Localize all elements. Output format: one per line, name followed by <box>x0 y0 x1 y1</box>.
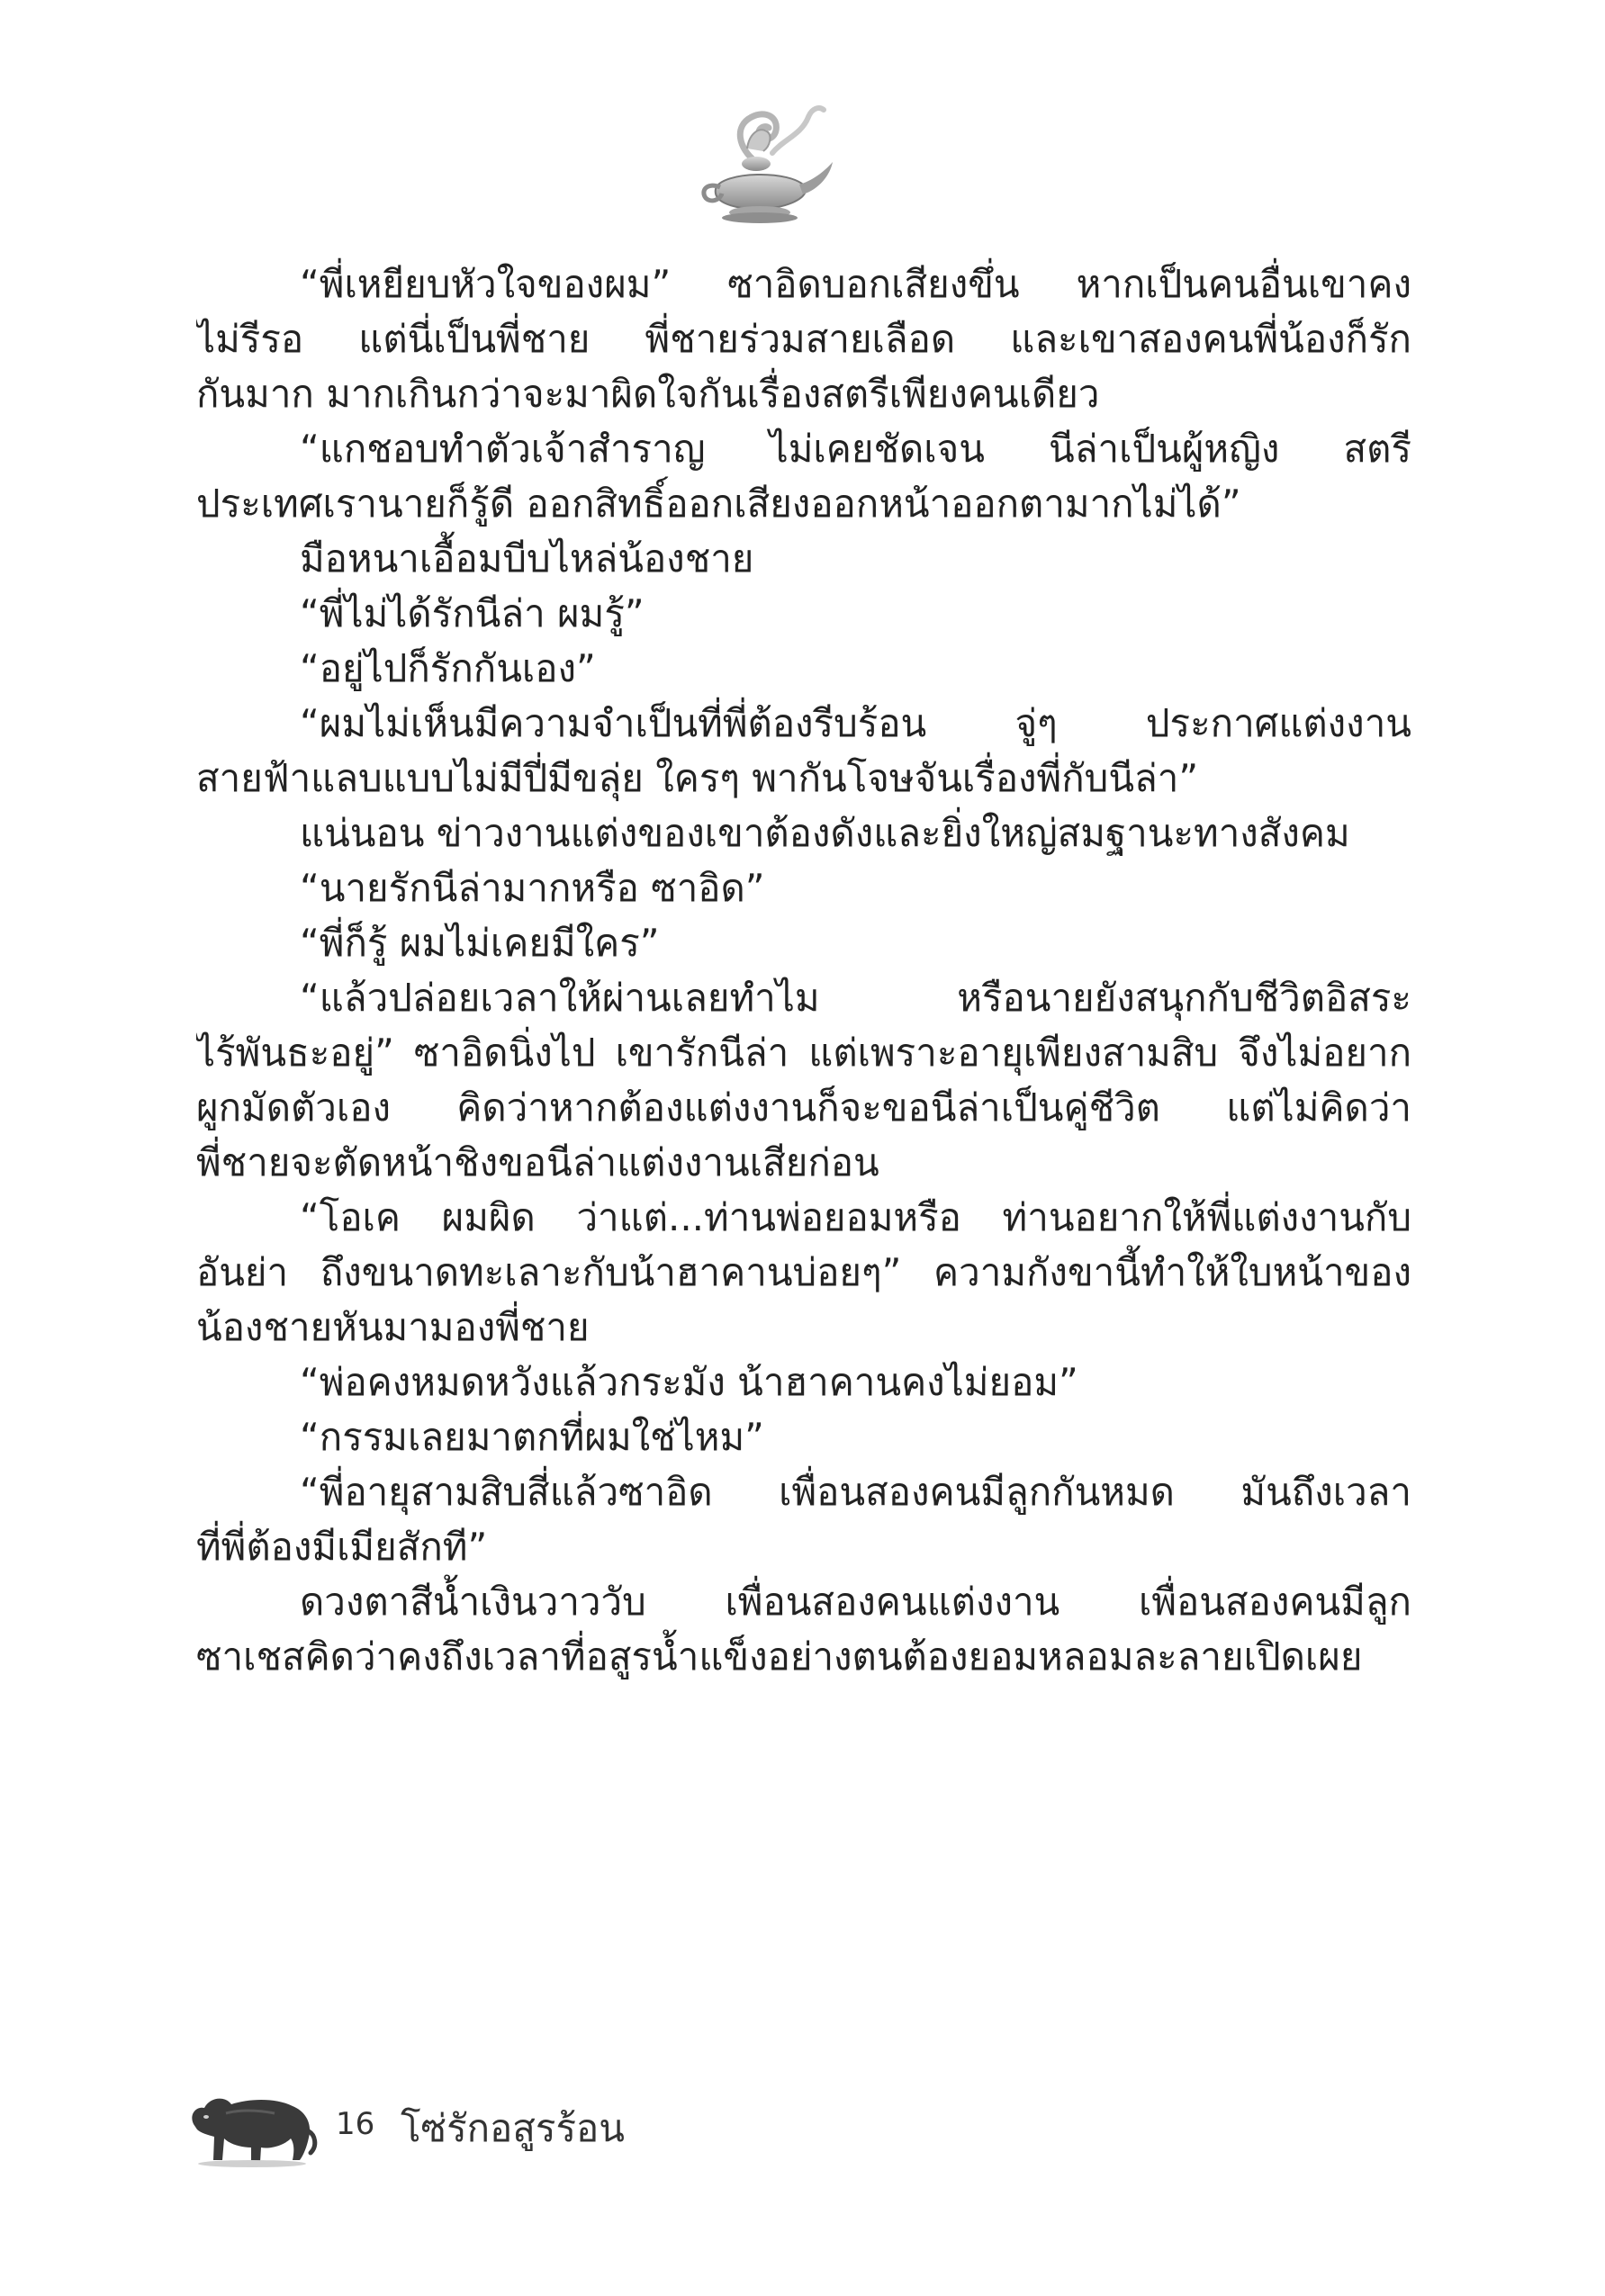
page-number: 16 <box>336 2106 375 2142</box>
paragraph <box>196 696 1411 806</box>
paragraph <box>196 531 1411 586</box>
text-line: “โอเค ผมผิด ว่าแต่...ท่านพ่อยอมหรือ ท่านอยากให้พี่แต่งงานกับ <box>300 1195 1411 1239</box>
text-line: แน่นอน ข่าวงานแต่งของเขาต้องดังและยิ่งใหญ่สมฐานะทางสังคม <box>300 811 1350 855</box>
paragraph <box>196 421 1411 531</box>
text-line: สายฟ้าแลบแบบไม่มีปี่มีขลุ่ย ใครๆ พากันโจษจันเรื่องพี่กับนีล่า” <box>196 756 1199 800</box>
text-line: กันมาก มากเกินกว่าจะมาผิดใจกันเรื่องสตรีเพียงคนเดียว <box>196 372 1100 416</box>
magic-lamp-icon <box>693 99 837 234</box>
text-line: ไม่รีรอ แต่นี่เป็นพี่ชาย พี่ชายร่วมสายเลือด และเขาสองคนพี่น้องก็รัก <box>196 317 1411 361</box>
page-footer <box>185 2070 815 2169</box>
text-line: “พี่ก็รู้ ผมไม่เคยมีใคร” <box>300 921 660 965</box>
paragraph <box>196 1190 1411 1355</box>
text-line: ประเทศเรานายก็รู้ดี ออกสิทธิ์ออกเสียงออกหน้าออกตามากไม่ได้” <box>196 482 1241 526</box>
panther-icon <box>185 2070 320 2169</box>
paragraph <box>196 1409 1411 1464</box>
text-line: “อยู่ไปก็รักกันเอง” <box>300 646 596 690</box>
text-line: ไร้พันธะอยู่” ซาอิดนิ่งไป เขารักนีล่า แต่เพราะอายุเพียงสามสิบ จึงไม่อยาก <box>196 1031 1411 1075</box>
text-line: “พ่อคงหมดหวังแล้วกระมัง น้าฮาคานคงไม่ยอม” <box>300 1360 1078 1404</box>
text-line: ที่พี่ต้องมีเมียสักที” <box>196 1525 488 1569</box>
text-line: ดวงตาสีน้ำเงินวาววับ เพื่อนสองคนแต่งงาน เพื่อนสองคนมีลูก <box>300 1580 1411 1624</box>
paragraph <box>196 1464 1411 1574</box>
paragraph <box>196 1574 1411 1684</box>
paragraph <box>196 1355 1411 1409</box>
paragraph <box>196 586 1411 641</box>
paragraph <box>196 806 1411 860</box>
paragraph <box>196 860 1411 915</box>
text-line: “พี่ไม่ได้รักนีล่า ผมรู้” <box>300 591 645 635</box>
text-line: “แล้วปล่อยเวลาให้ผ่านเลยทำไม หรือนายยังสนุกกับชีวิตอิสระ <box>300 976 1411 1020</box>
paragraph <box>196 641 1411 696</box>
text-line: “พี่เหยียบหัวใจของผม” ซาอิดบอกเสียงขึ่น หากเป็นคนอื่นเขาคง <box>300 262 1411 306</box>
text-line: “พี่อายุสามสิบสี่แล้วซาอิด เพื่อนสองคนมีลูกกันหมด มันถึงเวลา <box>300 1470 1411 1514</box>
text-line: “นายรักนีล่ามากหรือ ซาอิด” <box>300 866 765 910</box>
text-line: ซาเชสคิดว่าคงถึงเวลาที่อสูรน้ำแข็งอย่างตนต้องยอมหลอมละลายเปิดเผย <box>196 1634 1363 1679</box>
paragraph <box>196 970 1411 1190</box>
text-line: ผูกมัดตัวเอง คิดว่าหากต้องแต่งงานก็จะขอนีล่าเป็นคู่ชีวิต แต่ไม่คิดว่า <box>196 1085 1411 1130</box>
text-line: อันย่า ถึงขนาดทะเลาะกับน้าฮาคานบ่อยๆ” ความกังขานี้ทำให้ใบหน้าของ <box>196 1250 1411 1294</box>
text-line: มือหนาเอื้อมบีบไหล่น้องชาย <box>300 536 754 581</box>
text-line: “ผมไม่เห็นมีความจำเป็นที่พี่ต้องรีบร้อน จู่ๆ ประกาศแต่งงาน <box>300 701 1411 745</box>
body-text <box>196 257 1411 1684</box>
paragraphs <box>196 257 1411 1684</box>
text-line: น้องชายหันมามองพี่ชาย <box>196 1305 590 1349</box>
text-line: พี่ชายจะตัดหน้าชิงขอนีล่าแต่งงานเสียก่อน <box>196 1140 879 1184</box>
paragraph <box>196 257 1411 421</box>
paragraph <box>196 915 1411 970</box>
text-line: “กรรมเลยมาตกที่ผมใช่ไหม” <box>300 1415 764 1459</box>
text-line: “แกชอบทำตัวเจ้าสำราญ ไม่เคยชัดเจน นีล่าเป็นผู้หญิง สตรี <box>300 427 1411 471</box>
book-title: โซ่รักอสูรร้อน <box>401 2106 625 2150</box>
